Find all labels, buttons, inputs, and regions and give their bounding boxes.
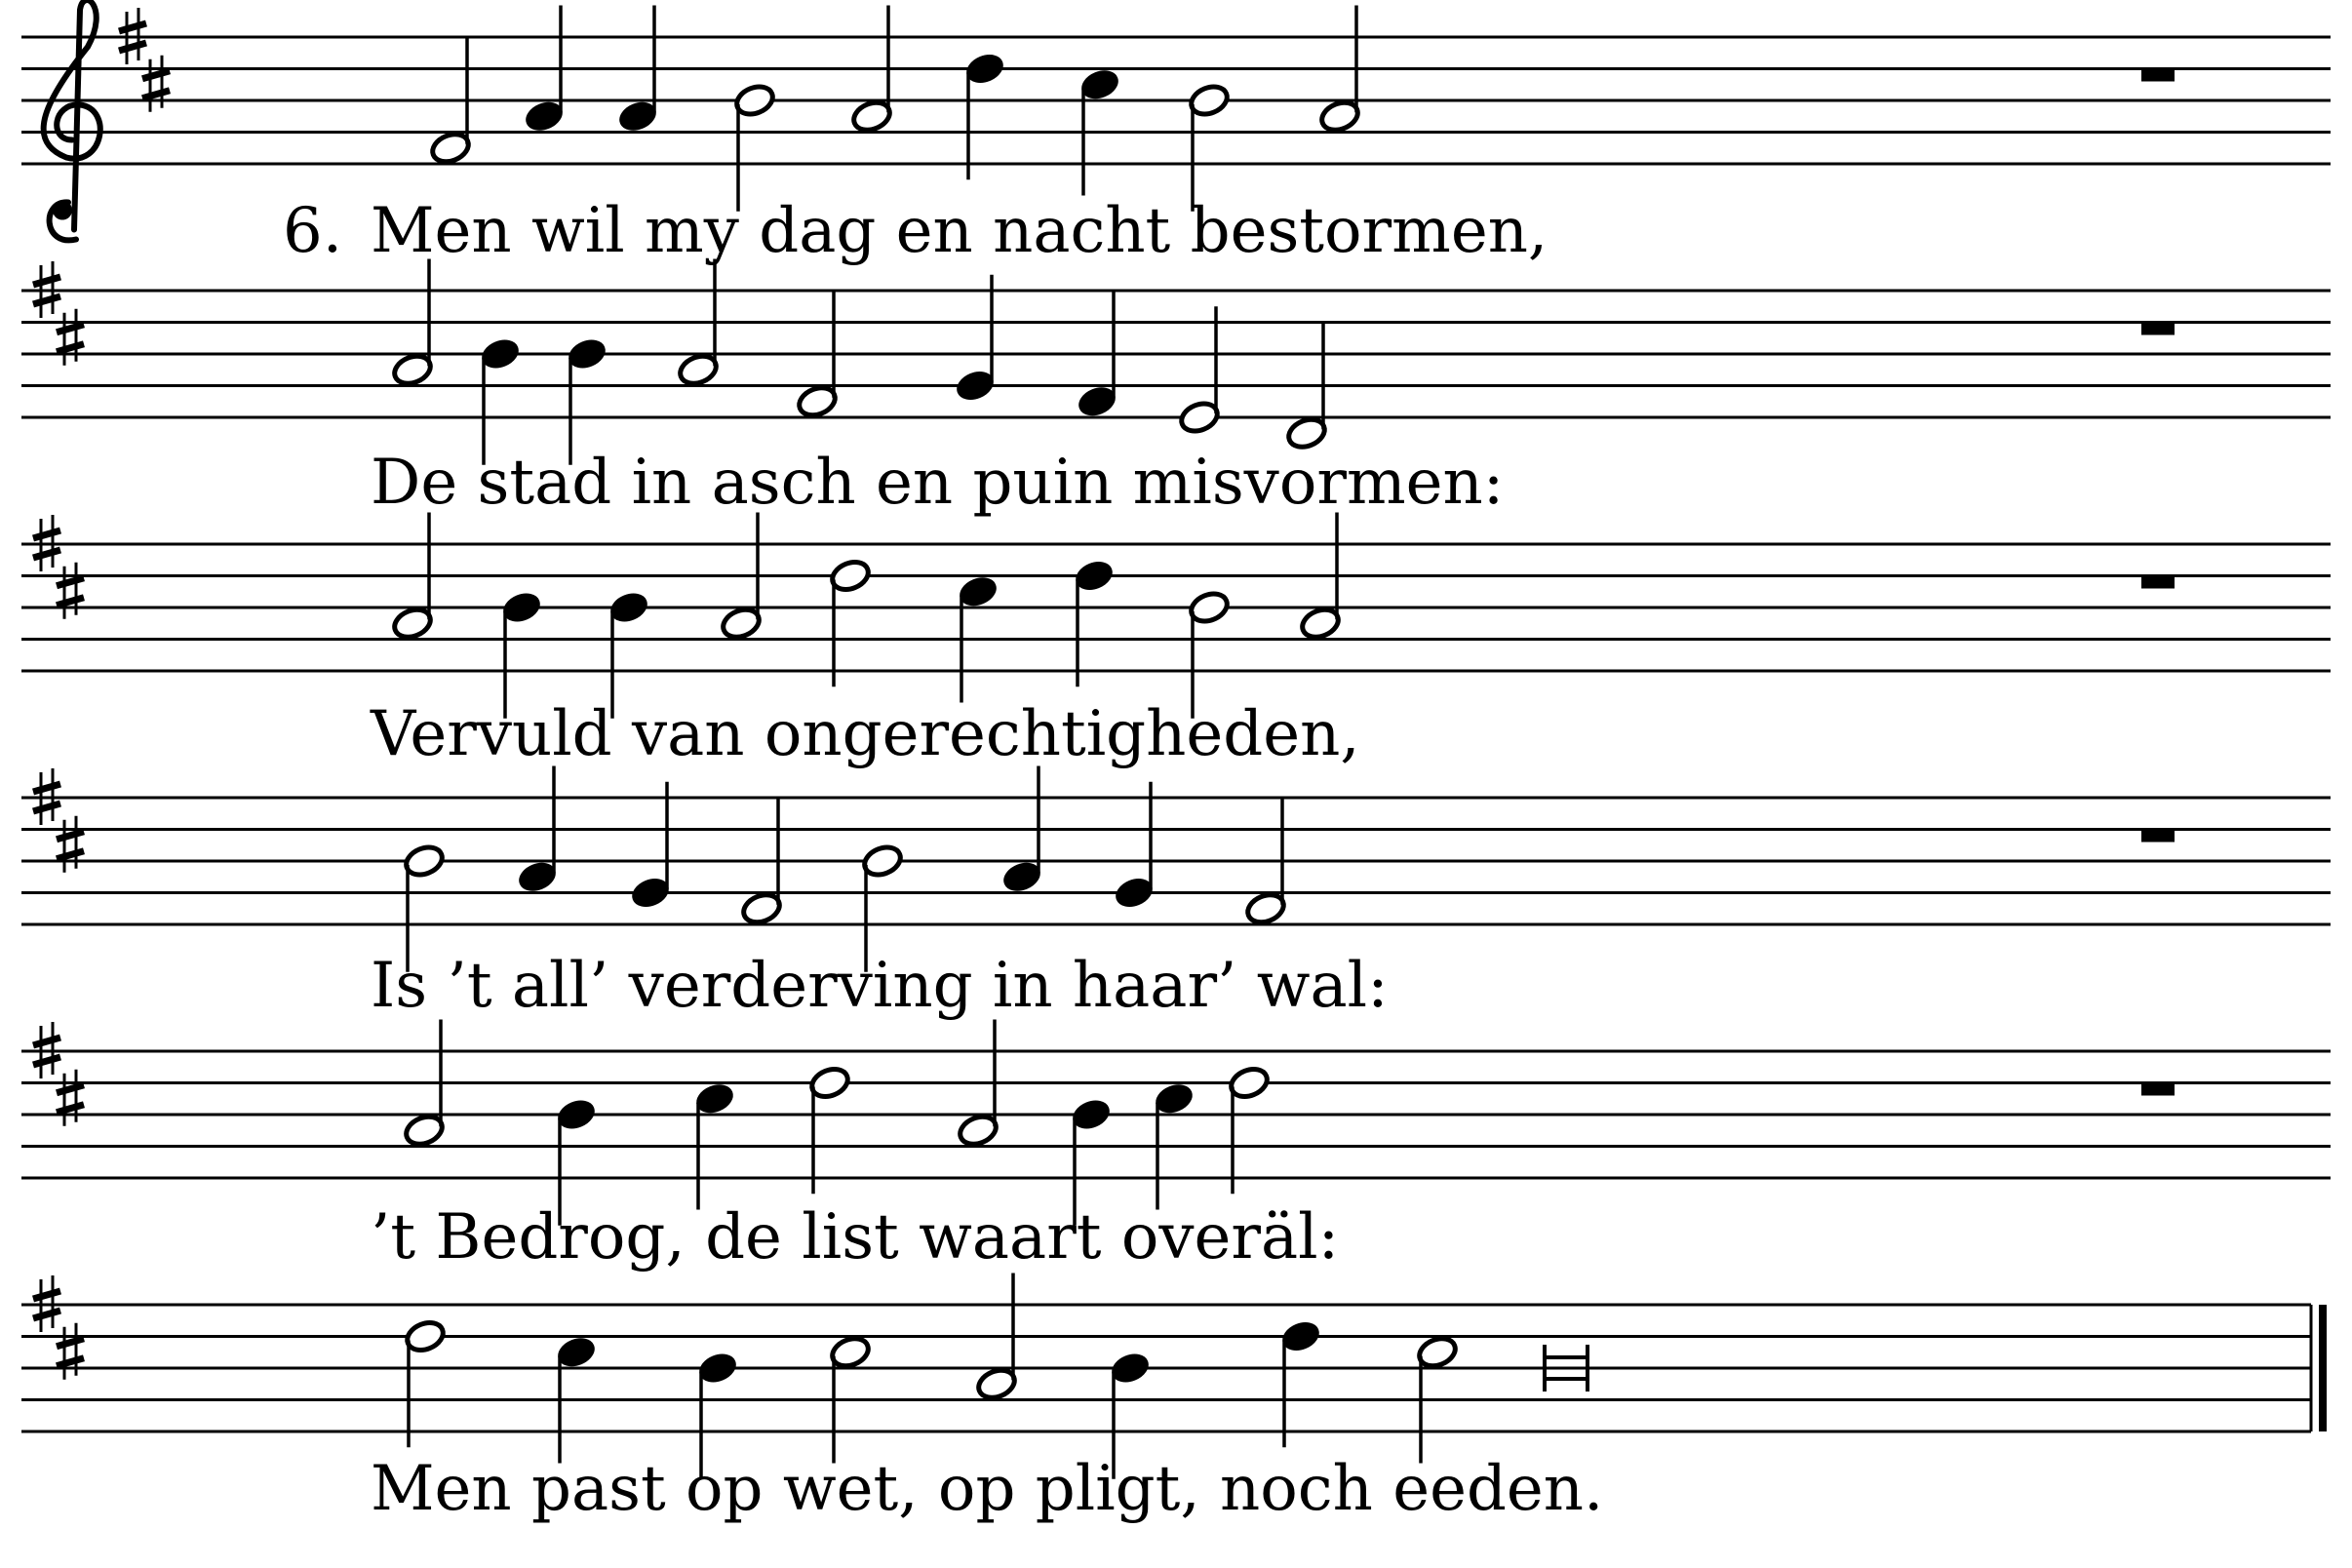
sharp-symbol bbox=[142, 56, 170, 112]
sharp-symbol bbox=[57, 816, 84, 873]
note bbox=[479, 335, 523, 465]
note bbox=[954, 275, 998, 405]
staff bbox=[21, 1274, 2323, 1479]
note bbox=[629, 782, 673, 912]
staff bbox=[21, 766, 2331, 972]
lyric-line: ’t Bedrog, de list waart overäl: bbox=[371, 1201, 1340, 1274]
note bbox=[829, 557, 873, 686]
rest-symbol bbox=[2141, 1083, 2175, 1096]
lyric-line: Men past op wet, op pligt, noch eeden. bbox=[371, 1453, 1604, 1525]
note bbox=[808, 1064, 852, 1194]
note bbox=[733, 82, 777, 212]
note bbox=[1279, 1317, 1323, 1447]
rest-symbol bbox=[2141, 323, 2175, 335]
note bbox=[1188, 82, 1232, 212]
note bbox=[963, 50, 1007, 179]
lyric-line: Is ’t all’ verderving in haar’ wal: bbox=[371, 950, 1389, 1022]
sharp-symbol bbox=[57, 563, 84, 619]
note bbox=[566, 335, 609, 465]
rest-symbol bbox=[2141, 576, 2175, 589]
lyric-line: Men wil my dag en nacht bestormen, bbox=[371, 195, 1548, 267]
staff bbox=[21, 1020, 2331, 1226]
sharp-symbol bbox=[57, 1070, 84, 1126]
staff bbox=[21, 259, 2331, 465]
note bbox=[404, 1317, 448, 1447]
rest-symbol bbox=[2141, 69, 2175, 82]
sharp-symbol bbox=[57, 1323, 84, 1380]
note bbox=[1073, 557, 1117, 686]
note bbox=[1178, 306, 1222, 436]
note bbox=[1228, 1064, 1272, 1194]
final-barline bbox=[2311, 1305, 2323, 1431]
rest-symbol bbox=[2141, 830, 2175, 843]
note bbox=[1113, 782, 1156, 912]
lyric-line: De stad in asch en puin misvormen: bbox=[371, 447, 1505, 519]
staff bbox=[21, 513, 2331, 719]
sharp-symbol bbox=[57, 309, 84, 366]
lyric-line: Vervuld van ongerechtigheden, bbox=[371, 698, 1360, 770]
verse-number: 6. bbox=[283, 195, 343, 267]
